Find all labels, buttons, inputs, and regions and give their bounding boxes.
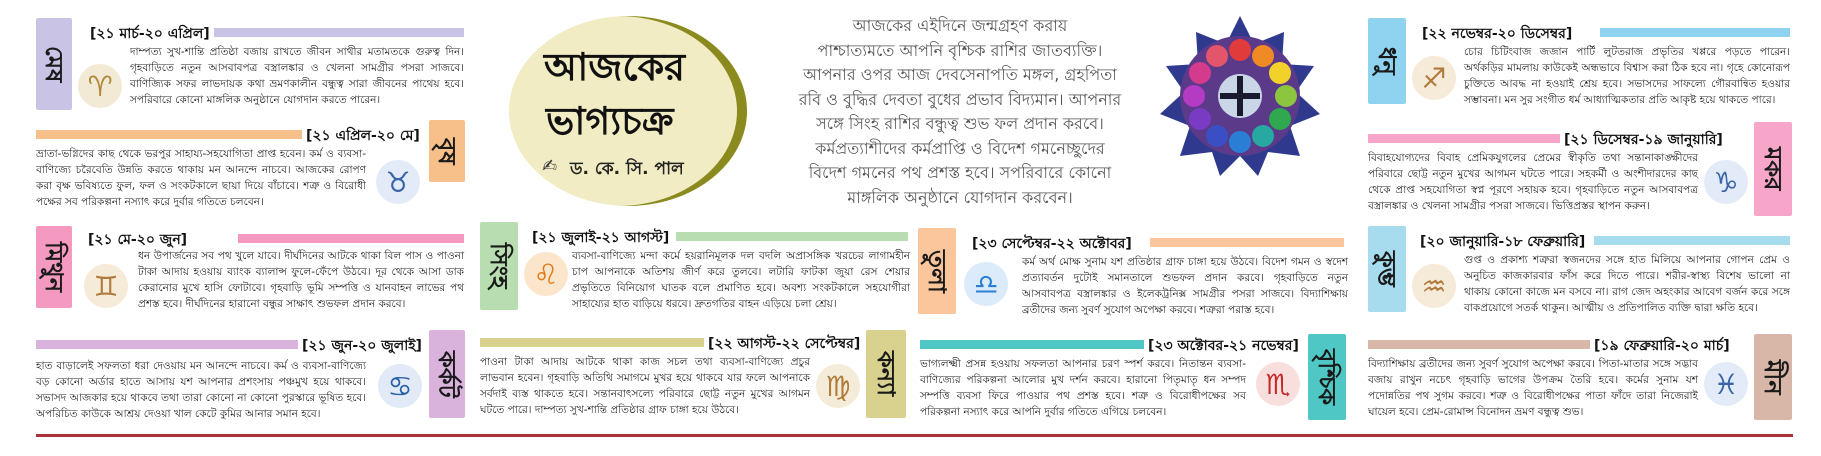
- sign-text: ভাগ্যলক্ষ্মী প্রসন্ন হওয়ায় সফলতা আপনার চরণ স্পর্শ করবে। নিতান্তন ব্যবসা-বাণিজ্যের পরিকল্পনা আলোর মুখ দর্শন করবে। হারানো পিতৃমাতৃ ধন সম্পদ সম্পত্তি ব্যবসা ফিরে পাওয়ার পথ প্রশস্ত হবে। শত্রু ও বিরোধীপক্ষের সব পরিকল্পনা নস্যাৎ করে আপনি দুর্বার গতিতে এগিয়ে চলবেন।: [920, 358, 1246, 418]
- intro-line: পাশ্চাত্যমতে আপনি বৃশ্চিক রাশির জাতব্যক্তি।: [817, 40, 1103, 60]
- sign-name: মকর: [1759, 147, 1787, 191]
- header-bar: [1600, 28, 1790, 37]
- intro-line: সঙ্গে সিংহ রাশির বন্ধুত্ব শুভ ফল প্রদান করবে।: [816, 114, 1104, 133]
- sign-tab-brish: [429, 120, 465, 182]
- scorpio-icon: ♏: [1256, 362, 1300, 406]
- header-bar: [920, 340, 1148, 349]
- sign-text: পাওনা টাকা আদায় আটকে থাকা কাজ সচল তথা ব্যবসা-বাণিজ্যে প্রচুর লাভবান হবেন। গৃহবাড়ি অতিথি সমাগমে মুখর হয়ে থাকবে যার ফলে আপনাকে সর্বদাই ব্যস্ত থাকতে হবে। সন্তানবাৎসল্যে পরিবারে ছোট্ট নতুন মুখের আগমন ঘটতে পারে। দাম্পত্য সুখ-শান্তি প্রতিষ্ঠার গ্রাফ চাঙ্গা হয়ে উঠবে।: [480, 356, 810, 416]
- pen-icon: ✍: [542, 156, 558, 177]
- page-title-line2: ভাগ্যচক্র: [546, 98, 674, 143]
- sign-tab-tula: [918, 228, 956, 314]
- date-range: [১৯ ফেব্রুয়ারি-২০ মার্চ]: [1590, 334, 1734, 358]
- sign-tab-kumbha: [1368, 226, 1406, 312]
- zodiac-wheel-image: [1158, 14, 1322, 178]
- sign-name: কর্কট: [433, 350, 461, 398]
- sign-tab-kanya: [866, 330, 906, 418]
- date-range: [২০ জানুয়ারি-১৮ ফেব্রুয়ারি]: [1416, 230, 1589, 254]
- sign-text: হাত বাড়ালেই সফলতা ধরা দেওয়ায় মন আনন্দে নাচবে। কর্ম ও ব্যবসা-বাণিজ্যে বড় কোনো অর্ডার হাতে আসায় যশ আপনার প্রশংসায় পঞ্চমুখ হয়ে থাকবে। সভাসদ আজকার হয়ে থাকবে তথা তারা কোনো না কোনো পুরস্কারে ভূষিত হবে। অপরিচিত কাউকে আশ্রয় দেওয়া খাল কেটে কুমির আনার সমান হবে।: [36, 360, 366, 420]
- intro-text: [756, 14, 1164, 210]
- aquarius-icon: ♒: [1412, 264, 1456, 308]
- cancer-icon: ♋: [378, 364, 422, 408]
- header-bar: [36, 340, 298, 349]
- sign-name: কন্যা: [872, 351, 900, 397]
- sign-text: ধন উপার্জনের সব পথ খুলে যাবে। দীর্ঘদিনের আটকে থাকা বিল পাস ও পাওনা টাকা আদায় হওয়ায় ব্যাংক ব্যালান্স ফুলে-ফেঁপে উঠবে। দূর থেকে আসা ডাক কেরানোর মুখে হাসি ফোটাবে। গৃহবাড়ি ভূমি সম্পত্তি ও যানবাহন লাভের পথ প্রশস্ত হবে। দীর্ঘদিনের হারানো বন্ধুর সাক্ষাৎ শুভফল প্রদান করবে।: [138, 250, 464, 310]
- sign-tab-meen: [1754, 334, 1792, 420]
- leo-icon: ♌: [524, 252, 568, 296]
- sagittarius-icon: ♐: [1412, 56, 1456, 100]
- sign-text: দাম্পত্য সুখ-শান্তি প্রতিষ্ঠা বজায় রাখতে জীবন সাথীর মতামতকে গুরুত্ব দিন। গৃহবাড়িতে নতুন আসবাবপত্র বস্ত্রালঙ্কার ও খেলনা সামগ্রীর পসরা সাজবে। বাণিজ্যিক সফর লাভদায়ক কথা ভ্রমণকালীন বন্ধুত্ব সারা জীবনের পাথেয় হবে। সপরিবারে কোনো মাঙ্গলিক অনুষ্ঠানে যোগদান করতে পারেন।: [130, 46, 464, 106]
- date-range: [২১ ডিসেম্বর-১৯ জানুয়ারি]: [1560, 128, 1727, 152]
- sign-name: মেষ: [40, 45, 68, 83]
- date-range: [২২ আগস্ট-২২ সেপ্টেম্বর]: [704, 332, 864, 356]
- sign-name: মিথুন: [40, 241, 68, 293]
- date-range: [২১ মে-২০ জুন]: [84, 228, 191, 252]
- sign-tab-karkat: [429, 330, 465, 418]
- page-title-line1: আজকের: [544, 44, 686, 89]
- intro-line: বিদেশ গমনের পথ প্রশস্ত হবে। সপরিবারে কোনো: [808, 163, 1112, 182]
- sign-tab-dhanu: [1368, 18, 1406, 104]
- sign-tab-singha: [480, 222, 518, 310]
- intro-line: আপনার ওপর আজ দেবসেনাপতি মঙ্গল, গ্রহপিতা: [803, 65, 1117, 84]
- sign-tab-mithun: [36, 226, 72, 308]
- date-range: [২১ এপ্রিল-২০ মে]: [302, 124, 424, 148]
- sign-tab-brishchik: [1308, 334, 1346, 420]
- header-bar: [1368, 134, 1564, 143]
- author-name: ড. কে. সি. পাল: [570, 159, 684, 179]
- date-range: [২৩ সেপ্টেম্বর-২২ অক্টোবর]: [968, 232, 1136, 256]
- sign-text: বিদ্যাশিক্ষায় ব্রতীদের জন্য সুবর্ণ সুযোগ অপেক্ষা করবে। পিতা-মাতার সঙ্গে সদ্ভাব বজায় রাখুন নচেৎ গৃহবাড়ি ভাগের উপক্রম তৈরি হবে। কর্মের সুনাম যশ পদোন্নতির পথ সুগম করবে। শত্রু ও বিরোধীপক্ষের পাতা ফাঁদে তারা নিজেরাই ঘায়েল হবে। প্রেম-রোমান্স বিনোদন ভ্রমণ বন্ধুত্ব শুভ।: [1368, 358, 1698, 418]
- intro-line: মাঙ্গলিক অনুষ্ঠানে যোগদান করবেন।: [847, 187, 1073, 207]
- sign-tab-mesh: [36, 18, 72, 110]
- taurus-icon: ♉: [376, 160, 420, 204]
- libra-icon: ♎: [964, 262, 1008, 306]
- date-range: [২১ জুন-২০ জুলাই]: [298, 334, 426, 358]
- sign-name: বৃশ্চিক: [1313, 348, 1341, 406]
- header-bar: [480, 338, 708, 347]
- header-bar: [676, 232, 908, 241]
- sign-text: বিবাহযোগ্যদের বিবাহ প্রেমিকযুগলের প্রেমের স্বীকৃতি তথা সন্তানাকাঙ্ক্ষীদের পরিবারে ছোট্ট নতুন মুখের আগমন ঘটতে পারে। সহকর্মী ও অংশীদারদের কাছ থেকে প্রাপ্ত সহযোগিতা স্বপ্ন পূরণে সহায়ক হবে। গৃহবাড়িতে নতুন আসবাবপত্র বস্ত্রালঙ্কার ও খেলনা সামগ্রীর পসরা সাজবে। ভিত্তিপ্রস্তর স্থাপন করুন।: [1368, 152, 1698, 212]
- sign-name: তুলা: [923, 249, 951, 293]
- bottom-rule: [36, 434, 1793, 437]
- header-bar: [1594, 236, 1790, 245]
- intro-line: কর্মপ্রত্যাশীদের কর্মপ্রাপ্তি ও বিদেশ গমনেচ্ছুদের: [815, 138, 1105, 158]
- sign-text: চোর চিটিংবাজ জজান পার্টি লুটতরাজ প্রভৃতির খপ্পরে পড়তে পারেন। অর্থকড়ির মামলায় কাউকেই অন্ধভাবে বিশ্বাস করা ঠিক হবে না। গৃহে কোনোরূপ চুক্তিতে আবদ্ধ না হওয়াই শ্রেয় হবে। সভাসদের সাফল্যে গৌরবান্বিত হওয়ার সম্ভাবনা। মন সুর সংগীত ধর্ম আধ্যাত্মিকতার প্রতি আকৃষ্ট হয়ে থাকতে পারে।: [1464, 46, 1790, 106]
- gemini-icon: ♊: [84, 264, 128, 308]
- date-range: [২৩ অক্টোবর-২১ নভেম্বর]: [1144, 334, 1303, 358]
- sign-name: মীন: [1759, 359, 1787, 395]
- header-bar: [238, 234, 464, 243]
- sign-name: কুম্ভ: [1373, 251, 1401, 287]
- pisces-icon: ♓: [1704, 362, 1748, 406]
- sign-name: ধনু: [1373, 47, 1401, 75]
- sign-text: গুপ্ত ও প্রকাশ্য শত্রুরা স্বজনদের সঙ্গে হাত মিলিয়ে আপনার গোপন প্রেম ও অনুচিত কাজকারবার ফাঁস করে দিতে পারে। শরীর-স্বাস্থ্য বিশেষ ভালো না থাকায় কোনো কাজে মন বসবে না। রাগ জেদ অহংকার আবেগ বর্জন করে সঙ্গে বাকপ্রয়োগে সতর্ক থাকুন। আত্মীয় ও প্রতিপালিত ব্যক্তি দ্বারা ক্ষতি হবে।: [1464, 254, 1790, 314]
- intro-line: আজকের এইদিনে জন্মগ্রহণ করায়: [852, 16, 1068, 35]
- sign-tab-makar: [1754, 122, 1792, 216]
- intro-line: রবি ও বুদ্ধির দেবতা বুধের প্রভাব বিদ্যমান। আপনার: [798, 89, 1122, 109]
- capricorn-icon: ♑: [1704, 160, 1748, 204]
- header-bar: [36, 130, 308, 139]
- header-bar: [1150, 238, 1344, 247]
- sign-text: ব্যবসা-বাণিজ্যে মন্দা কর্মে হয়রানিমূলক দল বদলি অপ্রাসঙ্গিক খরচের লাগামহীন চাপ আপনাকে অতিশয় জীর্ণ করে তুলবে। লটারি ফাটকা জুয়া রেস শেয়ার প্রভৃতিতে বিনিয়োগ ঘাতক বলে প্রমাণিত হবে। অবশ্য সংকটকালে সহযোগীরা সাহায্যের হাত বাড়িয়ে ধরবে। দ্রুতগতির বাহন এড়িয়ে চলা শ্রেয়।: [572, 250, 910, 310]
- date-range: [২১ মার্চ-২০ এপ্রিল]: [86, 22, 214, 46]
- sign-name: বৃষ: [433, 137, 461, 165]
- aries-icon: ♈: [78, 64, 122, 108]
- date-range: [২১ জুলাই-২১ আগস্ট]: [528, 226, 673, 250]
- header-bar: [1368, 340, 1592, 349]
- sign-text: ভ্রাতা-ভগ্নিদের কাছ থেকে ভরপুর সাহায্য-সহযোগিতা প্রাপ্ত হবেন। কর্ম ও ব্যবসা-বাণিজ্যে চরৈবেতি উন্নতি করতে থাকায় মন আনন্দে নাচবে। আজকের রোপণ করা বৃক্ষ ভবিষ্যতে ফুল, ফল ও সংকটকালে ছায়া দিয়ে বাঁচাবে। শত্রু ও বিরোধী পক্ষের সব পরিকল্পনা নস্যাৎ করে দুর্বার গতিতে চলবেন।: [36, 148, 366, 208]
- date-range: [২২ নভেম্বর-২০ ডিসেম্বর]: [1418, 22, 1576, 46]
- virgo-icon: ♍: [816, 364, 860, 408]
- sign-name: সিংহ: [485, 243, 513, 289]
- sign-text: কর্ম অর্থ মোক্ষ সুনাম যশ প্রতিষ্ঠার গ্রাফ চাঙ্গা হয়ে উঠবে। বিদেশ গমন ও স্বদেশ প্রত্যাবর্তন দুটোই সমানতালে শুভফল প্রদান করবে। গৃহবাড়িতে নতুন আসবাবপত্র বস্ত্রালঙ্কার ও ইলেকট্রনিক্স সামগ্রীর পসরা সাজবে। বিদ্যাশিক্ষায় ব্রতীদের জন্য সুবর্ণ সুযোগ অপেক্ষা করবে। শত্রুরা পরাস্ত হবে।: [1022, 256, 1348, 316]
